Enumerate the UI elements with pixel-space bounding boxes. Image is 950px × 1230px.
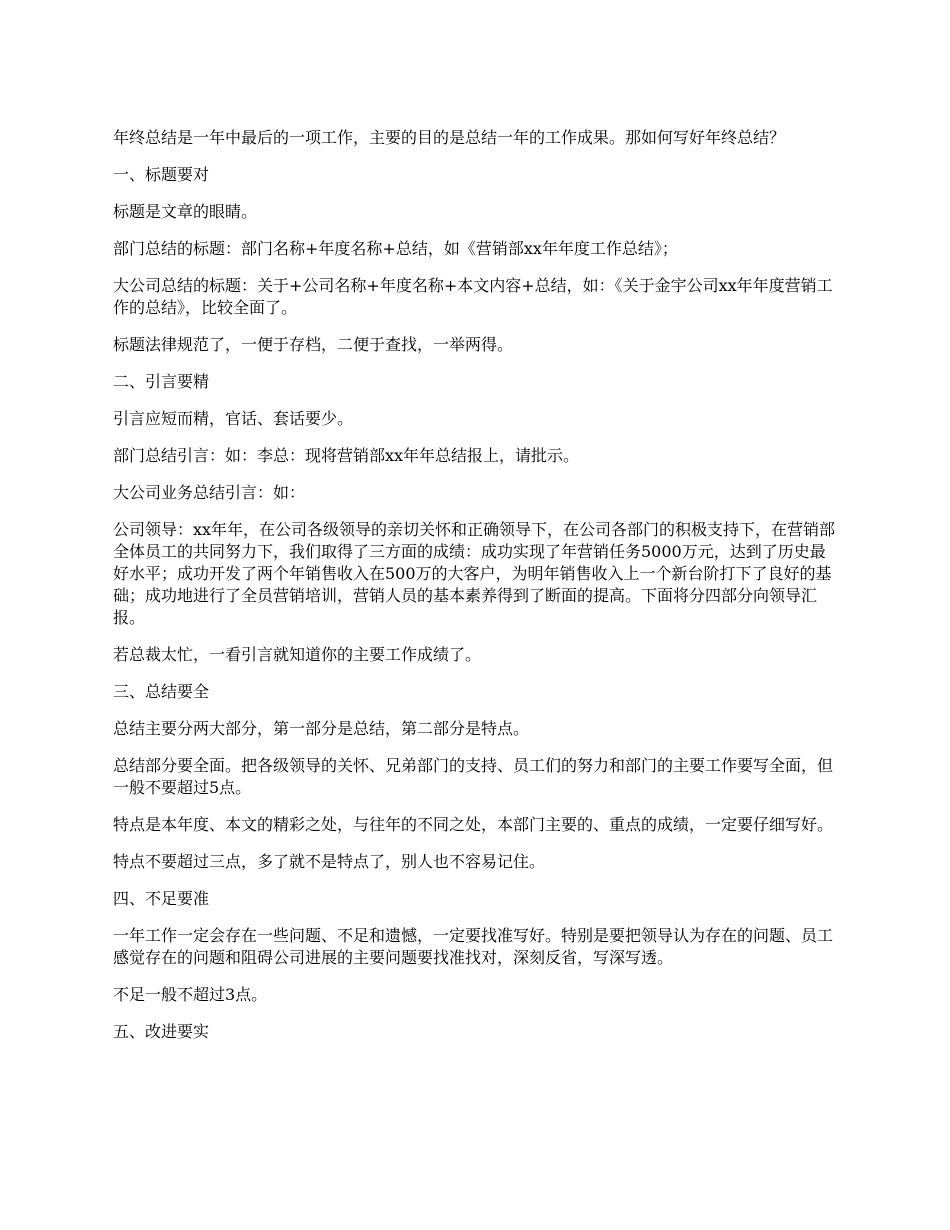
paragraph: 特点是本年度、本文的精彩之处，与往年的不同之处，本部门主要的、重点的成绩，一定要仔细写好。	[113, 815, 834, 834]
paragraph: 部门总结的标题：部门名称+年度名称+总结，如《营销部xx年年度工作总结》；	[113, 239, 678, 258]
paragraph: 公司领导：xx年年，在公司各级领导的亲切关怀和正确领导下，在公司各部门的积极支持下，在营销部全体员工的共同努力下，我们取得了三方面的成绩：成功实现了年营销任务5000万元，达到了历史最好水平；成功开发了两个年销售收入在500万的大客户，为明年销售收入上一个新台阶打下了良好的基础；成功地进行了全员营销培训，营销人员的基本素养得到了断面的提高。下面将分四部分向领导汇报。	[113, 520, 836, 627]
paragraph: 标题是文章的眼睛。	[113, 202, 258, 221]
paragraph: 部门总结引言：如：李总：现将营销部xx年年总结报上，请批示。	[113, 446, 580, 465]
paragraph: 特点不要超过三点，多了就不是特点了，别人也不容易记住。	[113, 852, 546, 871]
paragraph: 总结主要分两大部分，第一部分是总结，第二部分是特点。	[113, 719, 530, 738]
intro-paragraph: 年终总结是一年中最后的一项工作，主要的目的是总结一年的工作成果。那如何写好年终总结？	[113, 128, 786, 147]
paragraph: 若总裁太忙，一看引言就知道你的主要工作成绩了。	[113, 645, 482, 664]
paragraph: 大公司业务总结引言：如：	[113, 483, 306, 502]
section-heading-5: 五、改进要实	[113, 1022, 210, 1041]
paragraph: 引言应短而精，官话、套话要少。	[113, 409, 354, 428]
paragraph: 总结部分要全面。把各级领导的关怀、兄弟部门的支持、员工们的努力和部门的主要工作要写全面，但一般不要超过5点。	[113, 756, 834, 797]
section-heading-3: 三、总结要全	[113, 682, 210, 701]
document-body	[113, 127, 841, 1058]
paragraph: 不足一般不超过3点。	[113, 985, 268, 1004]
section-heading-2: 二、引言要精	[113, 372, 210, 391]
section-heading-4: 四、不足要准	[113, 889, 210, 908]
paragraph: 大公司总结的标题：关于+公司名称+年度名称+本文内容+总结，如：《关于金宇公司xx年年度营销工作的总结》，比较全面了。	[113, 276, 833, 317]
section-heading-1: 一、标题要对	[113, 165, 210, 184]
paragraph: 一年工作一定会存在一些问题、不足和遗憾，一定要找准写好。特别是要把领导认为存在的问题、员工感觉存在的问题和阻碍公司进展的主要问题要找准找对，深刻反省，写深写透。	[113, 926, 834, 967]
paragraph: 标题法律规范了，一便于存档，二便于查找，一举两得。	[113, 335, 514, 354]
